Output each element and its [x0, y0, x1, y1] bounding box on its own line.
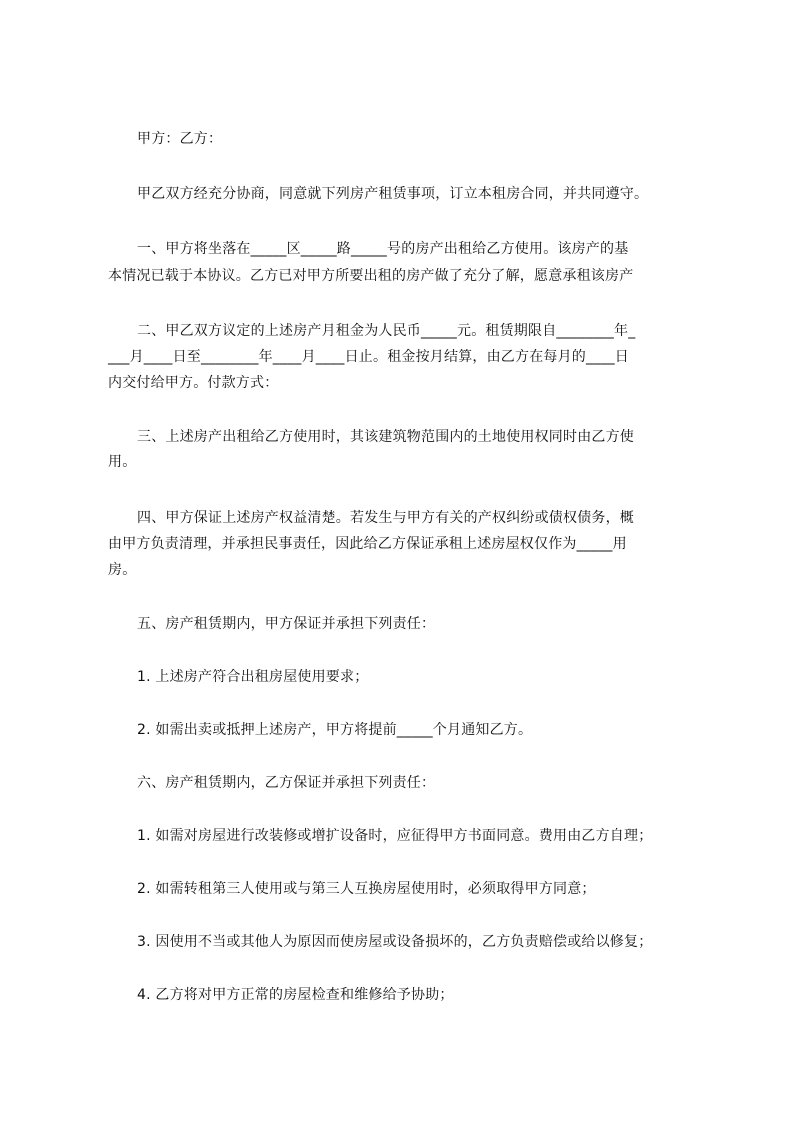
- clause-6-item-2: 2. 如需转租第三人使用或与第三人互换房屋使用时，必须取得甲方同意；: [137, 881, 596, 897]
- parties-line: 甲方：乙方：: [137, 131, 223, 147]
- clause-4-line-3: 房。: [108, 562, 137, 578]
- clause-2-line-1: 二、甲乙双方议定的上述房产月租金为人民币_____元。租赁期限自________年_: [137, 323, 636, 339]
- clause-6-item-1: 1. 如需对房屋进行改装修或增扩设备时，应征得甲方书面同意。费用由乙方自理；: [137, 828, 653, 844]
- clause-1-line-2: 本情况已载于本协议。乙方已对甲方所要出租的房产做了充分了解，愿意承租该房产: [108, 268, 634, 284]
- clause-4-line-1: 四、甲方保证上述房产权益清楚。若发生与甲方有关的产权纠纷或债权债务，概: [137, 510, 634, 526]
- clause-3-line-2: 用。: [108, 454, 137, 470]
- clause-2-line-2: ___月____日至________年____月____日止。租金按月结算，由乙方在每月的____日: [108, 349, 629, 365]
- clause-6-title: 六、房产租赁期内，乙方保证并承担下列责任：: [137, 775, 436, 791]
- clause-1-line-1: 一、甲方将坐落在_____区_____路_____号的房产出租给乙方使用。该房产的基: [137, 241, 629, 257]
- clause-5-title: 五、房产租赁期内，甲方保证并承担下列责任：: [137, 616, 436, 632]
- clause-5-item-2: 2. 如需出卖或抵押上述房产，甲方将提前_____个月通知乙方。: [137, 722, 533, 738]
- clause-5-item-1: 1. 上述房产符合出租房屋使用要求；: [137, 669, 369, 685]
- clause-2-line-3: 内交付给甲方。付款方式：: [108, 375, 279, 391]
- clause-3-line-1: 三、上述房产出租给乙方使用时，其该建筑物范围内的土地使用权同时由乙方使: [137, 429, 634, 445]
- clause-6-item-4: 4. 乙方将对甲方正常的房屋检查和维修给予协助；: [137, 987, 454, 1003]
- intro-paragraph: 甲乙双方经充分协商，同意就下列房产租赁事项，订立本租房合同，并共同遵守。: [137, 186, 649, 202]
- clause-6-item-3: 3. 因使用不当或其他人为原因而使房屋或设备损坏的，乙方负责赔偿或给以修复；: [137, 934, 653, 950]
- clause-4-line-2: 由甲方负责清理，并承担民事责任，因此给乙方保证承租上述房屋权仅作为_____用: [108, 536, 627, 552]
